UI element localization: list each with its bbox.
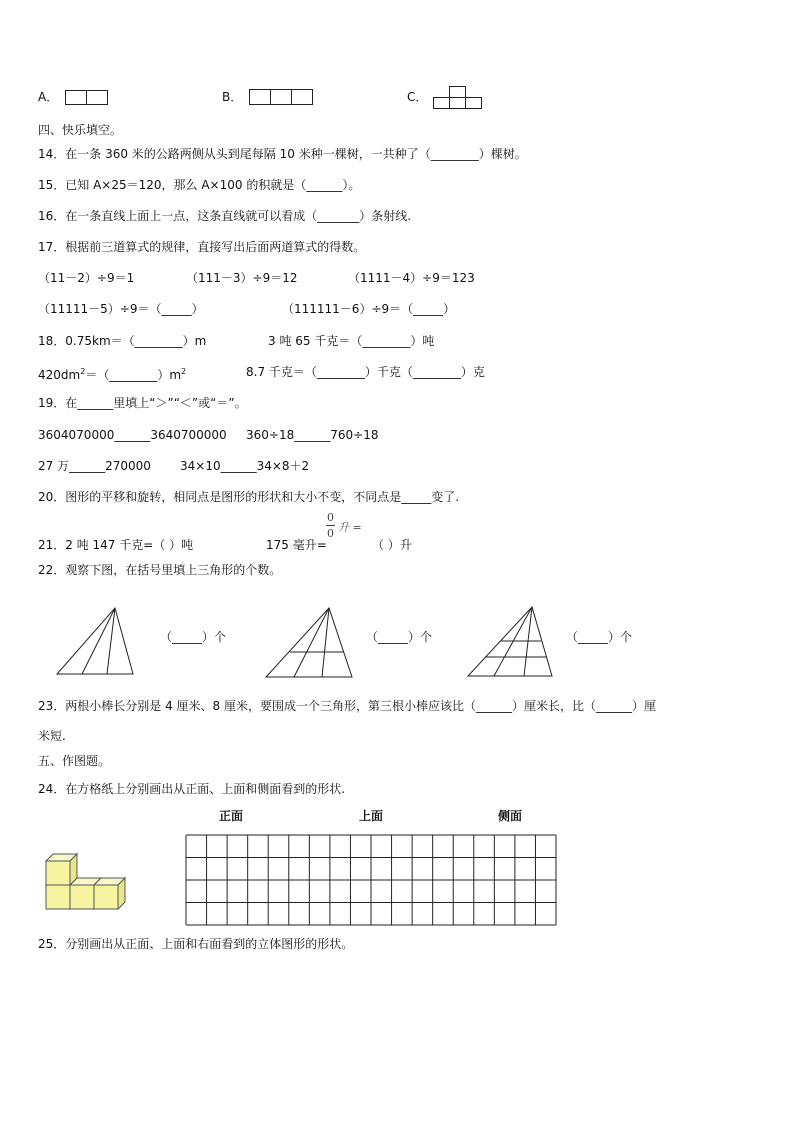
question-19d: 34×10______34×8＋2	[180, 459, 310, 473]
question-15: 15．已知 A×25＝120，那么 A×100 的积就是（______）。	[38, 178, 361, 192]
choice-b-label: B．	[222, 90, 243, 104]
question-21c: （ ）升	[372, 538, 412, 552]
question-17-stem: 17．根据前三道算式的规律，直接写出后面两道算式的得数。	[38, 240, 366, 254]
cube-face-front	[94, 885, 118, 909]
question-24-stem: 24．在方格纸上分别画出从正面、上面和侧面看到的形状.	[38, 782, 346, 796]
question-17-eq5: （111111－6）÷9＝（_____）	[282, 302, 456, 316]
question-22-answer-3: （_____）个	[566, 630, 633, 644]
section-heading-5: 五、作图题。	[38, 754, 111, 768]
grid-label-top: 上面	[359, 809, 384, 823]
fraction-top: 0	[327, 511, 334, 524]
question-16: 16．在一条直线上面上一点，这条直线就可以看成（_______）条射线.	[38, 209, 412, 223]
section-heading-4: 四、快乐填空。	[38, 123, 123, 137]
choice-a-label: A．	[38, 90, 59, 104]
question-22-answer-1: （_____）个	[160, 630, 227, 644]
question-19c: 27 万______270000	[38, 459, 151, 473]
choice-c-label: C．	[407, 90, 428, 104]
question-19-stem: 19．在______里填上“＞”“＜”或“＝”。	[38, 396, 247, 410]
question-22-stem: 22．观察下图，在括号里填上三角形的个数。	[38, 563, 282, 577]
question-18d: 8.7 千克＝（________）千克（________）克	[246, 365, 485, 379]
question-21b: 175 毫升=	[266, 538, 327, 552]
question-18a: 18．0.75km＝（________）m	[38, 334, 207, 348]
question-17-eq3: （1111－4）÷9＝123	[348, 271, 475, 285]
question-22-answer-2: （_____）个	[366, 630, 433, 644]
cube-solid-figure	[40, 845, 140, 920]
cube-face-front	[46, 885, 70, 909]
grid-paper[interactable]	[185, 834, 557, 926]
question-17-eq1: （11－2）÷9＝1	[38, 271, 135, 285]
grid-label-front: 正面	[219, 809, 244, 823]
triangle-figure-2	[262, 605, 362, 680]
question-25: 25．分别画出从正面、上面和右面看到的立体图形的形状。	[38, 937, 354, 951]
grid-label-side: 侧面	[498, 809, 523, 823]
question-20: 20．图形的平移和旋转，相同点是图形的形状和大小不变，不同点是_____变了.	[38, 490, 460, 504]
triangle-figure-1	[40, 605, 140, 680]
question-23-line2: 米短.	[38, 729, 66, 743]
question-18b: 3 吨 65 千克＝（________）吨	[268, 334, 435, 348]
question-17-eq4: （11111－5）÷9＝（_____）	[38, 302, 204, 316]
question-19b: 360÷18______760÷18	[246, 428, 379, 442]
question-17-eq2: （111－3）÷9＝12	[186, 271, 298, 285]
fraction-unit: 升 =	[338, 521, 362, 534]
question-14: 14．在一条 360 米的公路两侧从头到尾每隔 10 米种一棵树，一共种了（________）棵树。	[38, 147, 527, 161]
question-19a: 3604070000______3640700000	[38, 428, 227, 442]
triangle-figure-3	[464, 604, 564, 679]
cube-face-front	[46, 861, 70, 885]
cube-face-front	[70, 885, 94, 909]
fraction-bottom: 0	[327, 527, 334, 540]
question-18c: $420dm^2=(\_\_\_\_\_\_\_\_)m^2$	[38, 367, 187, 382]
question-21a: 21．2 吨 147 千克=（ ）吨	[38, 538, 194, 552]
fraction-bar	[326, 525, 335, 526]
question-23-line1: 23．两根小棒长分别是 4 厘米、8 厘米，要围成一个三角形，第三根小棒应该比（______）厘米长，比（______）厘	[38, 699, 656, 713]
